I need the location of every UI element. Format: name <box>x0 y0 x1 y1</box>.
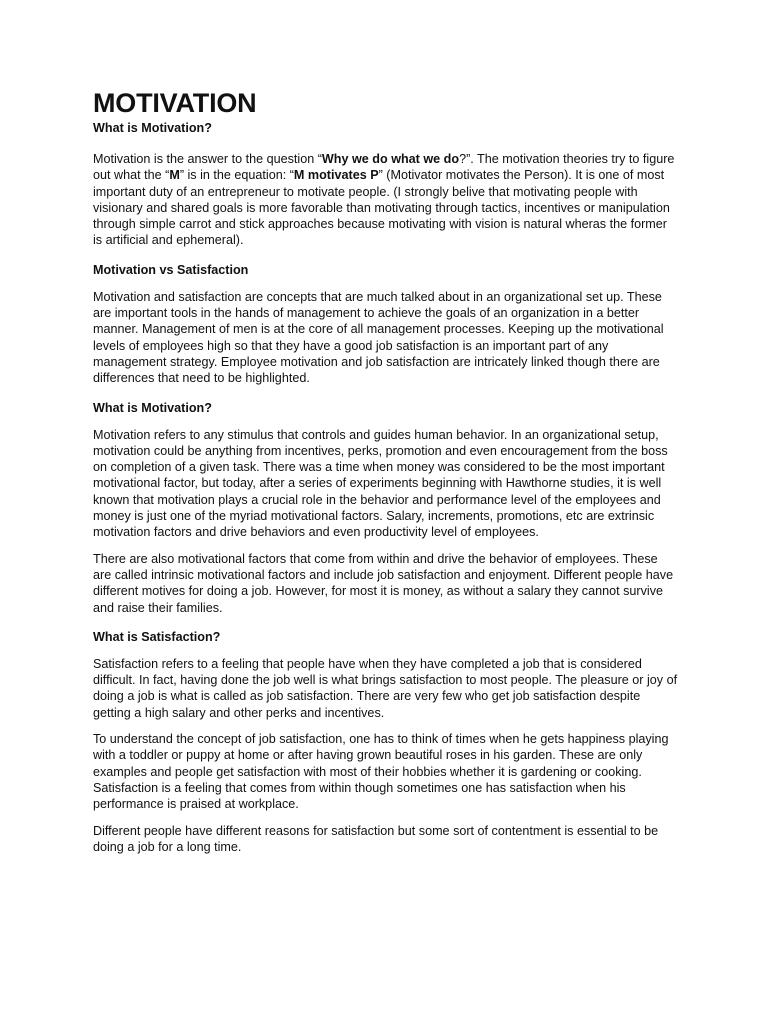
section-heading-what-is-satisfaction: What is Satisfaction? <box>93 629 221 644</box>
intro-text-2: ?”. The motivation theories try to figure out what the “ <box>93 152 675 183</box>
intro-bold-equation: M motivates P <box>293 168 379 183</box>
section-paragraph: There are also motivational factors that come from within and drive the behavior of employees. These are called intrinsic motivational factors and include job satisfaction and enjoyment. Different people have different motives for doing a job. However, for most it is money, as without a salary they cannot survive and raise their families. <box>93 551 674 615</box>
intro-text-3: ” is in the equation: “ <box>179 168 294 183</box>
section-heading-what-is-motivation: What is Motivation? <box>93 400 212 415</box>
intro-bold-m: M <box>169 168 180 183</box>
intro-text-4: ” (Motivator motivates the Person). It is one of most important duty of an entrepreneur to motivate people. (I strongly belive that motivating people with visionary and shared goals is more favorable than motivating through tactics, incentives or manipulation through simple carrot and stick approaches because motivating with vision is natural wheras the former is artificial and ephemeral). <box>93 168 670 248</box>
section-paragraph: To understand the concept of job satisfaction, one has to think of times when he gets happiness playing with a toddler or puppy at home or after having grown beautiful roses in his garden. These are only examples and people get satisfaction with most of their hobbies whether it is gardening or cooking. Satisfaction is a feeling that comes from within though sometimes one has satisfaction when his performance is praised at workplace. <box>93 732 669 812</box>
document-subtitle: What is Motivation? <box>93 121 212 135</box>
intro-text-1: Motivation is the answer to the question “ <box>93 152 322 166</box>
intro-bold-question: Why we do what we do <box>321 152 460 166</box>
section-paragraph: Motivation and satisfaction are concepts that are much talked about in an organizational set up. These are important tools in the hands of management to achieve the goals of an organization in a better manner. Management of men is at the core of all management processes. Keeping up the motivational levels of employees high so that they have a good job satisfaction is an important part of any management strategy. Employee motivation and job satisfaction are intricately linked though there are differences that need to be highlighted. <box>93 289 664 386</box>
document-title: MOTIVATION <box>93 88 257 118</box>
section-heading-motivation-vs-satisfaction: Motivation vs Satisfaction <box>93 262 249 277</box>
section-paragraph: Different people have different reasons for satisfaction but some sort of contentment is essential to be doing a job for a long time. <box>93 823 659 854</box>
document-page <box>93 86 679 855</box>
intro-paragraph <box>93 151 679 249</box>
section-paragraph: Satisfaction refers to a feeling that people have when they have completed a job that is considered difficult. In fact, having done the job well is what brings satisfaction to most people. The pleasure or joy of doing a job is what is called as job satisfaction. There are very few who get job satisfaction despite getting a high salary and other perks and incentives. <box>93 656 678 720</box>
section-paragraph: Motivation refers to any stimulus that controls and guides human behavior. In an organizational setup, motivation could be anything from incentives, perks, promotion and even encouragement from the boss on completion of a given task. There was a time when money was considered to be the most important motivational factor, but today, after a series of experiments beginning with Hawthorne studies, it is well known that motivation plays a crucial role in the behavior and performance level of the employees and money is just one of the myriad motivational factors. Salary, increments, promotions, etc are extrinsic motivation factors and drive behaviors and even productivity level of employees. <box>93 427 668 540</box>
